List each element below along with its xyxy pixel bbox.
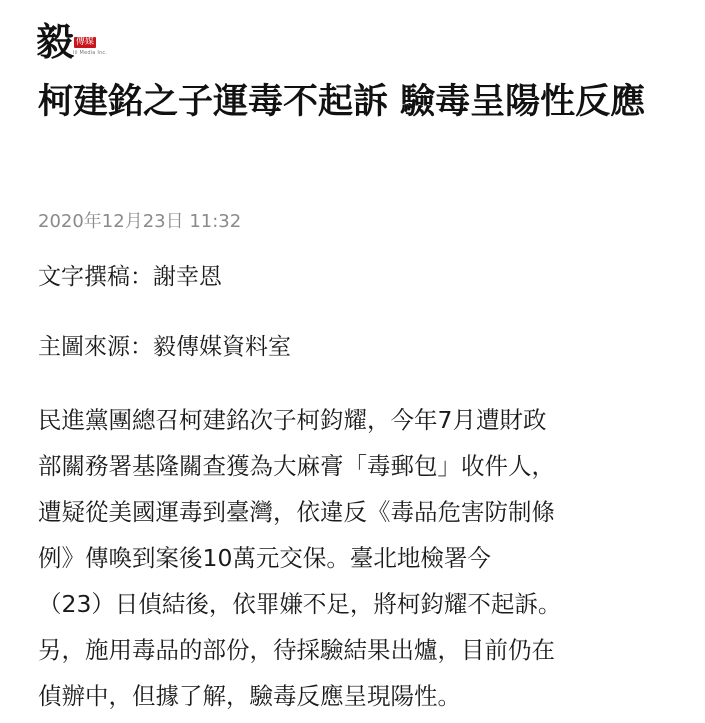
- article-title: 柯建銘之子運毒不起訴 驗毒呈陽性反應: [38, 82, 646, 122]
- body-line: 民進黨團總召柯建銘次子柯鈞耀，今年7月遭財政: [38, 406, 547, 434]
- body-line: 例》傳喚到案後10萬元交保。臺北地檢署今: [38, 544, 491, 572]
- brand-logo[interactable]: [36, 20, 106, 68]
- article-body: [38, 397, 674, 719]
- body-line: 部關務署基隆關查獲為大麻膏「毒郵包」收件人，: [38, 452, 555, 480]
- publish-date: 2020年12月23日 11:32: [38, 211, 242, 232]
- logo-badge: 傳媒: [76, 37, 95, 47]
- body-line: （23）日偵結後，依罪嫌不足，將柯鈞耀不起訴。: [38, 590, 562, 618]
- body-line: 偵辦中，但據了解，驗毒反應呈現陽性。: [38, 682, 461, 710]
- logo-subtitle: iii Media Inc.: [73, 50, 108, 56]
- author-credit: 文字撰稿：謝幸恩: [38, 264, 222, 290]
- photo-source-credit: 主圖來源：毅傳媒資料室: [38, 334, 291, 360]
- body-line: 遭疑從美國運毒到臺灣，依違反《毒品危害防制條: [38, 498, 555, 526]
- logo-character: 毅: [36, 19, 75, 64]
- body-line: 另，施用毒品的部份，待採驗結果出爐，目前仍在: [38, 636, 555, 664]
